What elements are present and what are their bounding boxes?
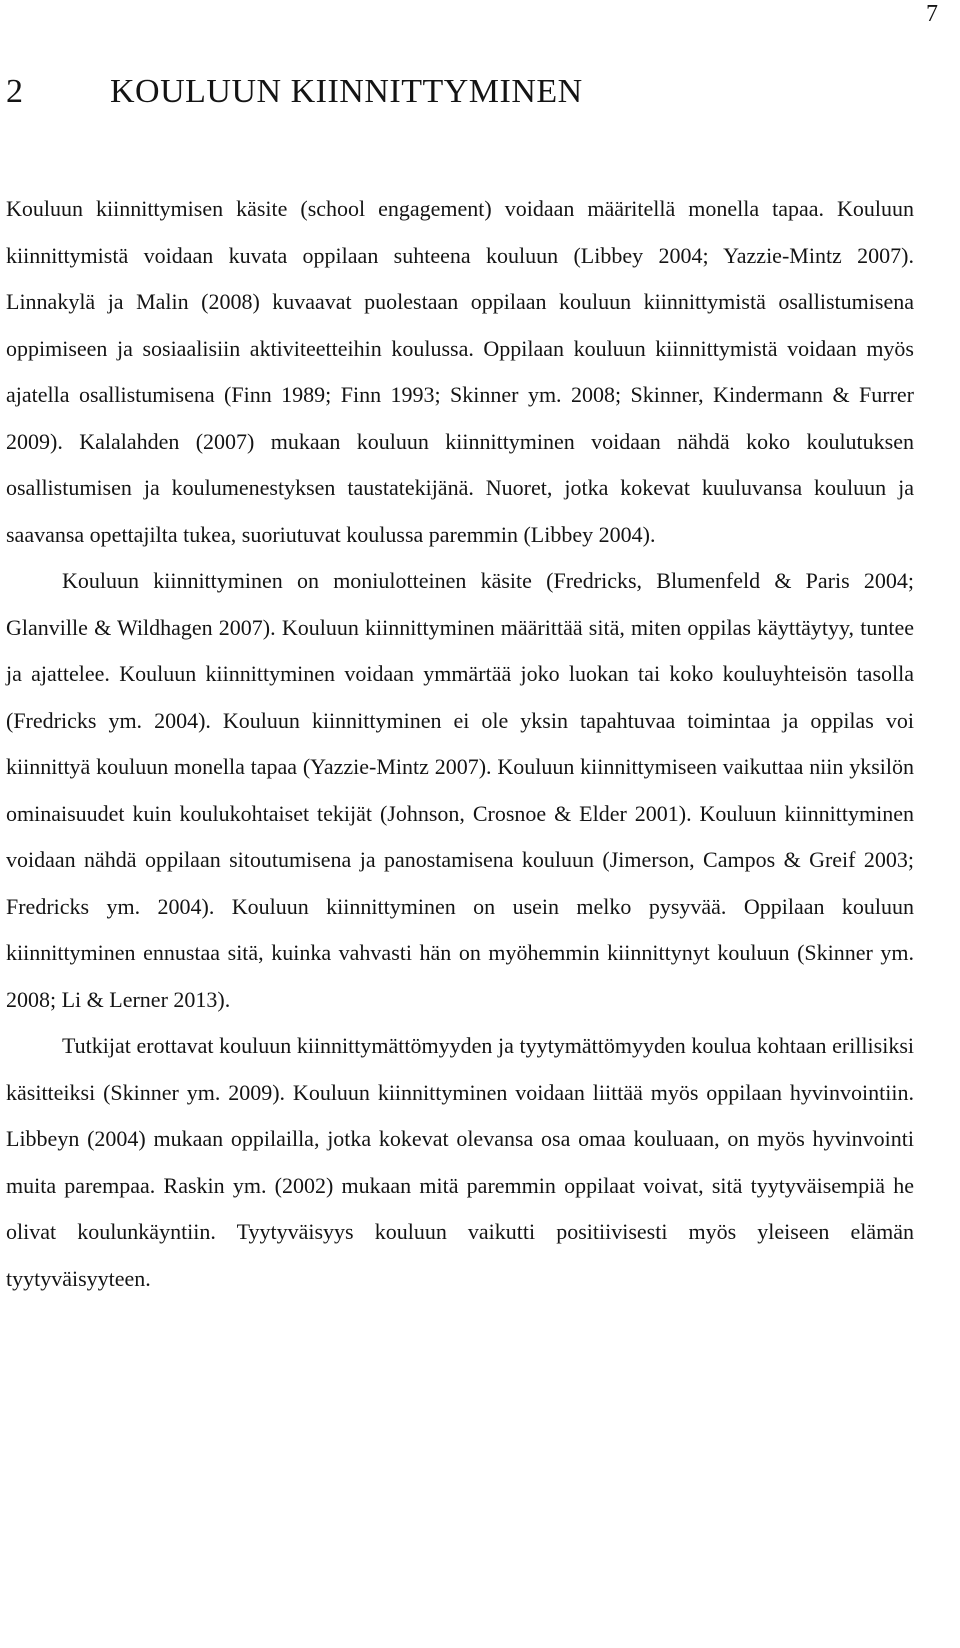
- chapter-heading: [6, 70, 583, 114]
- paragraph-2: Kouluun kiinnittyminen on moniulotteinen käsite (Fredricks, Blumenfeld & Paris 2004; Glanville & Wildhagen 2007). Kouluun kiinnittyminen määrittää sitä, miten oppilas käyttäytyy, tuntee ja ajattelee. Kouluun kiinnittyminen voidaan ymmärtää joko luokan tai koko kouluyhteisön tasolla (Fredricks ym. 2004). Kouluun kiinnittyminen ei ole yksin tapahtuvaa toimintaa ja oppilas voi kiinnittyä kouluun monella tapaa (Yazzie-Mintz 2007). Kouluun kiinnittymiseen vaikuttaa niin yksilön ominaisuudet kuin koulukohtaiset tekijät (Johnson, Crosnoe & Elder 2001). Kouluun kiinnittyminen voidaan nähdä oppilaan sitoutumisena ja panostamisena kouluun (Jimerson, Campos & Greif 2003; Fredricks ym. 2004). Kouluun kiinnittyminen on usein melko pysyvää. Oppilaan kouluun kiinnittyminen ennustaa sitä, kuinka vahvasti hän on myöhemmin kiinnittynyt kouluun (Skinner ym. 2008; Li & Lerner 2013).: [6, 568, 914, 1012]
- paragraph-1: Kouluun kiinnittymisen käsite (school engagement) voidaan määritellä monella tapaa. Kouluun kiinnittymistä voidaan kuvata oppilaan suhteena kouluun (Libbey 2004; Yazzie-Mintz 2007). Linnakylä ja Malin (2008) kuvaavat puolestaan oppilaan kouluun kiinnittymistä osallistumisena oppimiseen ja sosiaalisiin aktiviteetteihin koulussa. Oppilaan kouluun kiinnittymistä voidaan myös ajatella osallistumisena (Finn 1989; Finn 1993; Skinner ym. 2008; Skinner, Kindermann & Furrer 2009). Kalalahden (2007) mukaan kouluun kiinnittyminen voidaan nähdä koko koulutuksen osallistumisen ja koulumenestyksen taustatekijänä. Nuoret, jotka kokevat kuuluvansa kouluun ja saavansa opettajilta tukea, suoriutuvat koulussa paremmin (Libbey 2004).: [6, 196, 914, 547]
- paragraph-3: Tutkijat erottavat kouluun kiinnittymättömyyden ja tyytymättömyyden koulua kohtaan erillisiksi käsitteiksi (Skinner ym. 2009). Kouluun kiinnittyminen voidaan liittää myös oppilaan hyvinvointiin. Libbeyn (2004) mukaan oppilailla, jotka kokevat olevansa osa omaa kouluaan, on myös hyvinvointi muita parempaa. Raskin ym. (2002) mukaan mitä paremmin oppilaat voivat, sitä tyytyväisempiä he olivat koulunkäyntiin. Tyytyväisyys kouluun vaikutti positiivisesti myös yleiseen elämän tyytyväisyyteen.: [6, 1033, 914, 1291]
- page-number: 7: [926, 1, 938, 27]
- body-text: [6, 186, 914, 1302]
- chapter-title: KOULUUN KIINNITTYMINEN: [110, 73, 583, 110]
- chapter-number: 2: [6, 73, 24, 110]
